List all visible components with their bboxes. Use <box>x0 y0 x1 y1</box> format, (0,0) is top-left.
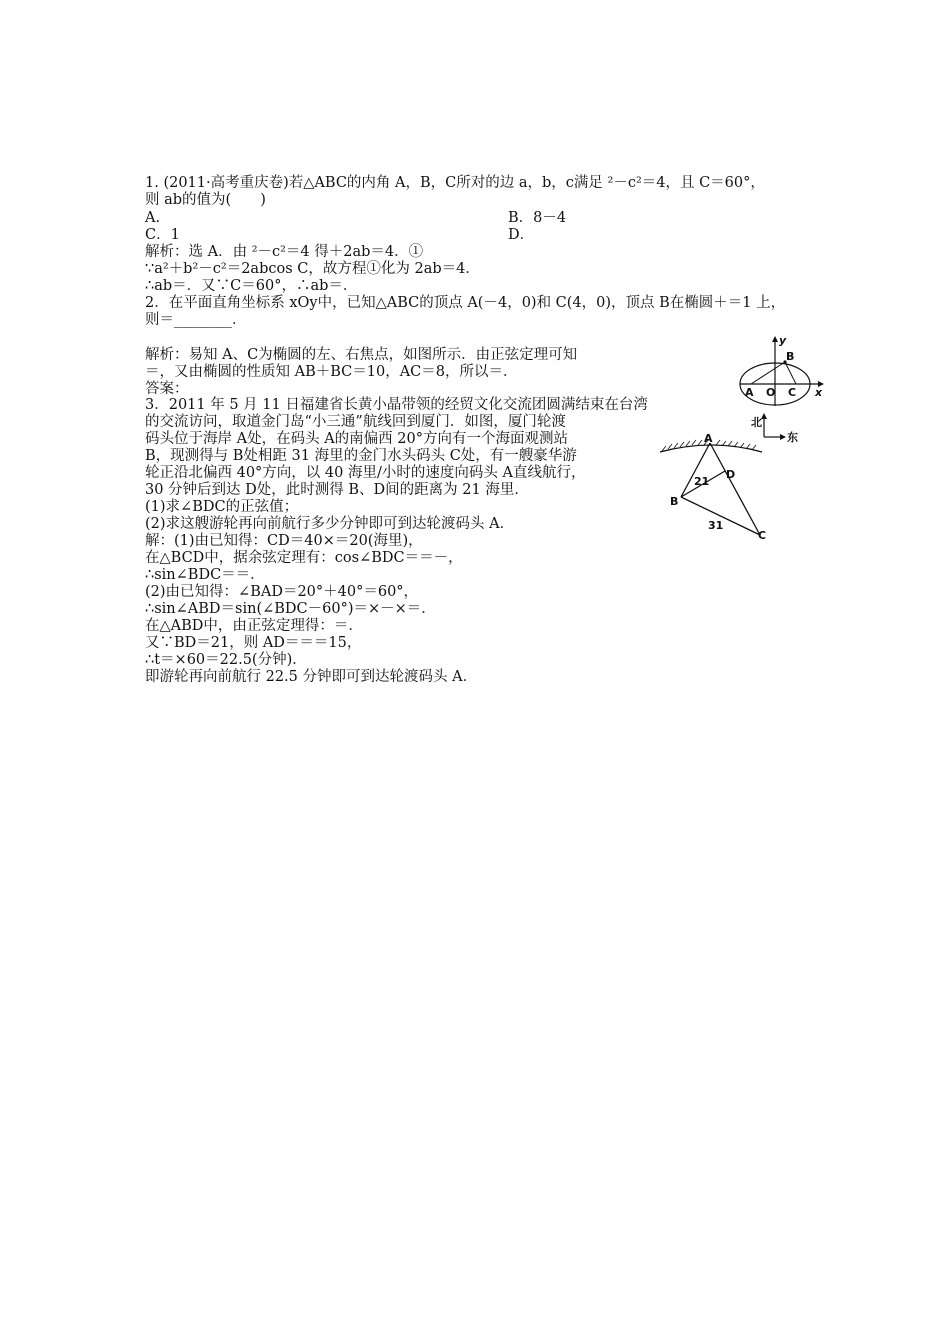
ellipse-figure <box>735 334 825 410</box>
label-d: D <box>726 468 736 481</box>
problem1-solution-1: 解析：选 A．由 ²－c²＝4 得＋2ab＝4．① <box>145 244 424 260</box>
label-o: O <box>766 386 776 399</box>
problem2-line1: 2．在平面直角坐标系 xOy中，已知△ABC的顶点 A(－4，0)和 C(4，0)，顶点 B在椭圆＋＝1 上， <box>145 295 786 311</box>
y-axis-label: y <box>779 334 787 347</box>
problem1-solution-2: ∵a²＋b²－c²＝2abcos C，故方程①化为 2ab＝4． <box>145 261 480 277</box>
label-a: A <box>745 386 754 399</box>
problem1-line1: 1. (2011·高考重庆卷)若△ABC的内角 A，B，C所对的边 a，b，c满足 ²－c²＝4，且 C＝60°， <box>145 175 765 191</box>
problem1-solution-3: ∴ab＝．又∵C＝60°，∴ab＝． <box>145 278 358 294</box>
problem3-solution-6: 在△ABD中，由正弦定理得：＝． <box>145 618 363 634</box>
x-axis-label: x <box>815 386 823 399</box>
option-c: C．1 <box>145 227 180 243</box>
option-d: D． <box>508 227 535 243</box>
label-c: C <box>758 529 767 542</box>
problem2-solution-2: ＝，又由椭圆的性质知 AB＋BC＝10，AC＝8，所以＝． <box>145 364 518 380</box>
label-a: A <box>704 432 713 445</box>
problem3-line3: 码头位于海岸 A处，在码头 A的南偏西 20°方向有一个海面观测站 <box>145 431 568 447</box>
problem3-solution-7: 又∵BD＝21，则 AD＝＝＝15， <box>145 635 362 651</box>
option-a: A. <box>145 210 161 226</box>
navigation-figure <box>652 412 812 547</box>
problem3-solution-2: 在△BCD中，据余弦定理有：cos∠BDC＝＝－， <box>145 550 463 566</box>
north-label: 北 <box>751 416 762 429</box>
y-axis-arrow <box>772 336 778 342</box>
problem3-solution-4: (2)由已知得：∠BAD＝20°＋40°＝60°， <box>145 584 419 600</box>
problem3-question-2: (2)求这艘游轮再向前航行多少分钟即可到达轮渡码头 A． <box>145 516 515 532</box>
problem3-question-1: (1)求∠BDC的正弦值； <box>145 499 299 515</box>
label-b: B <box>786 350 795 363</box>
problem3-solution-9: 即游轮再向前航行 22.5 分钟即可到达轮渡码头 A． <box>145 669 478 685</box>
segment-ab <box>751 362 785 384</box>
problem3-line2: 的交流访问，取道金门岛“小三通”航线回到厦门．如图，厦门轮渡 <box>145 414 566 430</box>
problem1-line2: 则 ab的值为( ) <box>145 192 266 208</box>
problem3-line4: B，现测得与 B处相距 31 海里的金门水头码头 C处，有一艘豪华游 <box>145 448 577 464</box>
problem2-answer: 答案： <box>145 381 189 397</box>
label-bc-length: 31 <box>708 519 724 532</box>
problem2-line2: 则＝________． <box>145 312 247 328</box>
east-label: 东 <box>787 431 798 444</box>
problem3-line5: 轮正沿北偏西 40°方向，以 40 海里/小时的速度向码头 A直线航行， <box>145 465 586 481</box>
problem2-solution-1: 解析：易知 A、C为椭圆的左、右焦点，如图所示．由正弦定理可知 <box>145 347 578 363</box>
problem3-line1: 3．2011 年 5 月 11 日福建省长黄小晶带领的经贸文化交流团圆满结束在台湾 <box>145 397 648 413</box>
problem3-solution-5: ∴sin∠ABD＝sin(∠BDC－60°)＝×－×＝． <box>145 601 436 617</box>
east-arrow-head <box>780 434 786 440</box>
problem3-solution-8: ∴t＝×60＝22.5(分钟)． <box>145 652 307 668</box>
problem3-solution-1: 解：(1)由已知得：CD＝40×＝20(海里)， <box>145 533 423 549</box>
label-b: B <box>670 495 679 508</box>
option-b: B．8－4 <box>508 210 567 226</box>
problem3-solution-3: ∴sin∠BDC＝＝． <box>145 567 265 583</box>
problem3-line6: 30 分钟后到达 D处，此时测得 B、D间的距离为 21 海里． <box>145 482 529 498</box>
label-bd-length: 21 <box>694 475 710 488</box>
label-c: C <box>788 386 797 399</box>
